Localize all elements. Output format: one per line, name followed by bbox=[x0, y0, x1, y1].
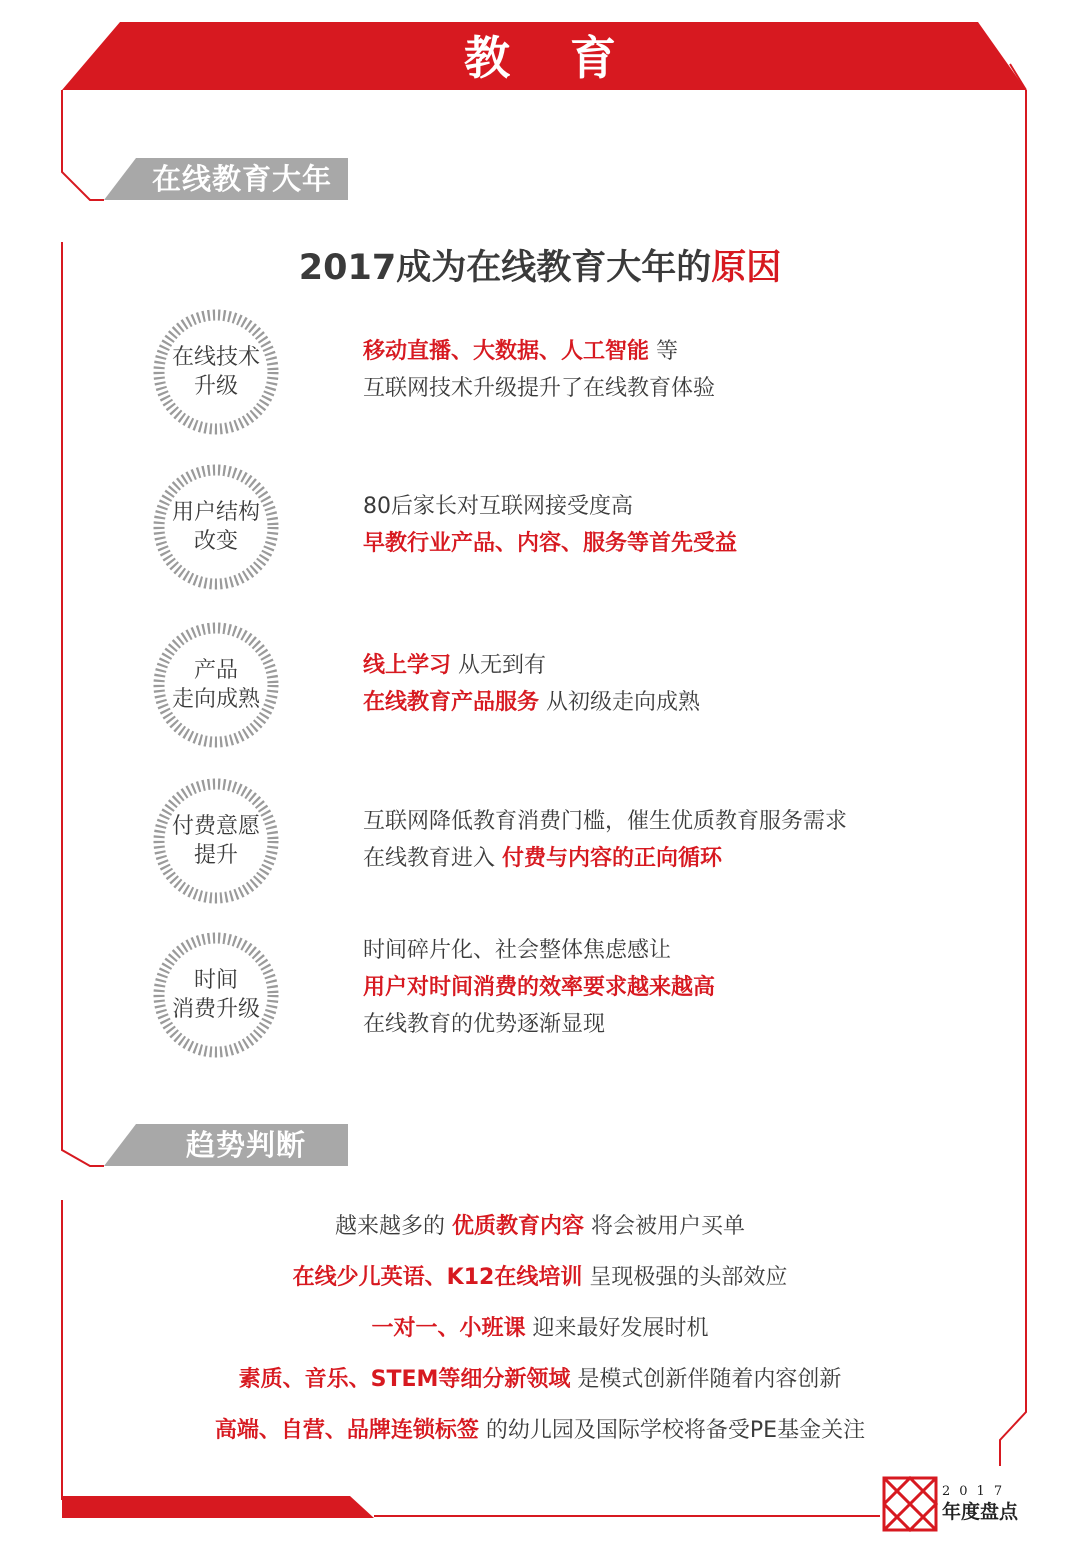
plain-text: 从无到有 bbox=[451, 653, 547, 678]
highlight-text: 一对一、小班课 bbox=[371, 1316, 526, 1341]
highlight-text: 移动直播、大数据、人工智能 bbox=[363, 339, 650, 364]
reason-badge-line: 走向成熟 bbox=[171, 687, 260, 712]
reason-badge bbox=[151, 930, 281, 1060]
reason-badge bbox=[151, 307, 281, 437]
highlight-text: 早教行业产品、内容、服务等首先受益 bbox=[363, 531, 738, 556]
section-heading bbox=[0, 240, 1080, 290]
plain-text: 80后家长对互联网接受度高 bbox=[363, 494, 633, 519]
plain-text: 越来越多的 bbox=[334, 1214, 452, 1239]
reason-line bbox=[363, 969, 963, 1006]
logo-mark bbox=[884, 1478, 936, 1530]
reason-badge-label bbox=[151, 620, 281, 750]
reason-description bbox=[363, 803, 963, 877]
reason-line bbox=[363, 370, 963, 407]
reason-badge-line: 提升 bbox=[193, 843, 238, 868]
reason-badge-label bbox=[151, 462, 281, 592]
trend-line bbox=[0, 1209, 1080, 1240]
plain-text: 在线教育的优势逐渐显现 bbox=[363, 1012, 606, 1037]
reason-badge-line: 消费升级 bbox=[171, 997, 260, 1022]
reason-line bbox=[363, 840, 963, 877]
highlight-text: 在线教育产品服务 bbox=[363, 690, 540, 715]
reason-line bbox=[363, 647, 963, 684]
highlight-text: 素质、音乐、STEM等细分新领域 bbox=[238, 1367, 571, 1392]
reason-description bbox=[363, 333, 963, 407]
plain-text: 时间碎片化、社会整体焦虑感让 bbox=[363, 938, 672, 963]
reason-line bbox=[363, 684, 963, 721]
highlight-text: 优质教育内容 bbox=[451, 1214, 584, 1239]
plain-text: 的幼儿园及国际学校将备受PE基金关注 bbox=[478, 1418, 866, 1443]
bottom-bar bbox=[62, 1496, 374, 1518]
trend-line bbox=[0, 1260, 1080, 1291]
logo-year: 2017 bbox=[942, 1484, 1012, 1499]
highlight-text: 高端、自营、品牌连锁标签 bbox=[214, 1418, 479, 1443]
trend-line bbox=[0, 1311, 1080, 1342]
section-tag-online-education-year: 在线教育大年 bbox=[152, 162, 333, 196]
frame-top-left bbox=[62, 90, 104, 200]
highlight-text: 付费与内容的正向循环 bbox=[502, 846, 723, 871]
highlight-text: 线上学习 bbox=[363, 653, 452, 678]
frame-left-notch bbox=[62, 1142, 104, 1166]
reason-badge bbox=[151, 462, 281, 592]
reason-badge-line: 在线技术 bbox=[171, 345, 260, 370]
reason-description bbox=[363, 932, 963, 1043]
reason-description bbox=[363, 647, 963, 721]
reason-line bbox=[363, 1006, 963, 1043]
heading-prefix: 2017成为在线教育大年的 bbox=[298, 248, 712, 288]
reason-line bbox=[363, 488, 963, 525]
plain-text: 将会被用户买单 bbox=[584, 1214, 745, 1239]
reason-description bbox=[363, 488, 963, 562]
reason-line bbox=[363, 525, 963, 562]
plain-text: 互联网技术升级提升了在线教育体验 bbox=[363, 376, 716, 401]
plain-text: 呈现极强的头部效应 bbox=[582, 1265, 788, 1290]
reason-badge-label bbox=[151, 776, 281, 906]
reason-badge-line: 用户结构 bbox=[171, 500, 260, 525]
reason-badge-label bbox=[151, 930, 281, 1060]
plain-text: 从初级走向成熟 bbox=[539, 690, 701, 715]
reason-badge-line: 时间 bbox=[193, 968, 238, 993]
trend-line bbox=[0, 1413, 1080, 1444]
reason-badge-line: 付费意愿 bbox=[171, 814, 260, 839]
highlight-text: 用户对时间消费的效率要求越来越高 bbox=[363, 975, 716, 1000]
reason-badge-line: 升级 bbox=[193, 374, 238, 399]
logo-text: 年度盘点 bbox=[942, 1501, 1019, 1523]
reason-badge-line: 改变 bbox=[193, 529, 238, 554]
reason-badge bbox=[151, 620, 281, 750]
plain-text: 在线教育进入 bbox=[363, 846, 502, 871]
page-title: 教育 bbox=[464, 31, 676, 85]
reason-badge bbox=[151, 776, 281, 906]
plain-text: 互联网降低教育消费门槛，催生优质教育服务需求 bbox=[363, 809, 848, 834]
reason-line bbox=[363, 803, 963, 840]
reason-line bbox=[363, 333, 963, 370]
trend-line bbox=[0, 1362, 1080, 1393]
reason-badge-line: 产品 bbox=[193, 658, 238, 683]
reason-badge-label bbox=[151, 307, 281, 437]
section-tag-trend: 趋势判断 bbox=[186, 1128, 307, 1162]
heading-highlight: 原因 bbox=[711, 248, 782, 288]
plain-text: 是模式创新伴随着内容创新 bbox=[570, 1367, 842, 1392]
highlight-text: 在线少儿英语、K12在线培训 bbox=[292, 1265, 583, 1290]
reason-line bbox=[363, 932, 963, 969]
plain-text: 等 bbox=[649, 339, 679, 364]
plain-text: 迎来最好发展时机 bbox=[525, 1316, 709, 1341]
